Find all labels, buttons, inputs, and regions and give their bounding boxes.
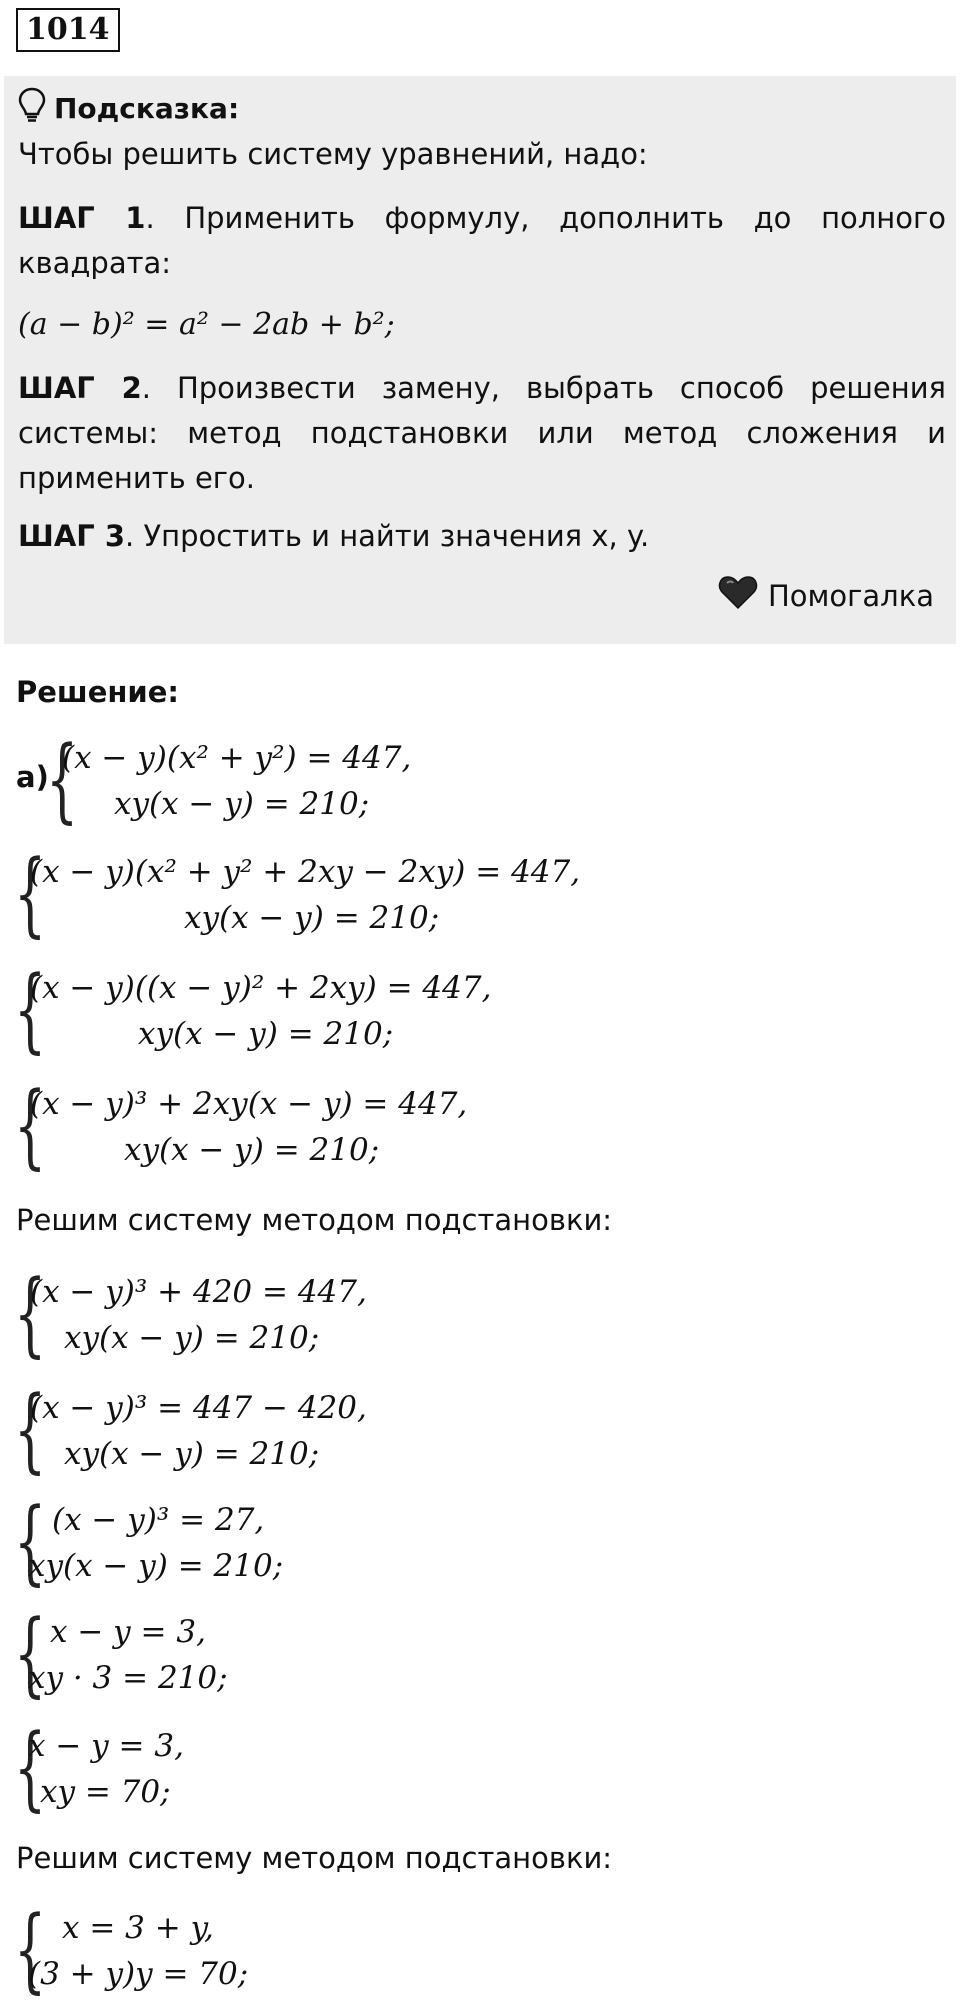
step-1-label: ШАГ 1 [18,201,146,235]
system-9-line-1: x − y = 3, [28,1728,184,1764]
heart-icon [718,574,768,617]
system-brace: { [46,726,79,833]
system-8-line-1: x − y = 3, [50,1614,206,1650]
system-6-line-2: xy(x − y) = 210; [64,1436,320,1472]
system-6-line-1: (x − y)³ = 447 − 420, [30,1390,367,1426]
step-2-label: ШАГ 2 [18,371,142,405]
system-brace: { [14,1072,47,1179]
solution-title: Решение: [16,675,180,709]
step-2-text: . Произвести замену, выбрать способ решения системы: метод подстановки или метод сложения и применить его. [18,371,946,495]
system-2-line-2: xy(x − y) = 210; [184,900,440,936]
system-brace: { [14,1488,47,1595]
step-3-text: . Упростить и найти значения x, y. [125,519,650,553]
system-5-line-1: (x − y)³ + 420 = 447, [30,1274,367,1310]
hint-title: Подсказка: [54,91,240,125]
system-2-line-1: (x − y)(x² + y² + 2xy − 2xy) = 447, [30,854,581,890]
system-9-line-2: xy = 70; [40,1774,171,1810]
lightbulb-icon [18,87,54,130]
system-brace: { [14,1896,47,2003]
hint-intro: Чтобы решить систему уравнений, надо: [18,137,648,171]
system-brace: { [14,1376,47,1483]
step-1-text: . Применить формулу, дополнить до полного квадрата: [18,201,946,280]
system-5-line-2: xy(x − y) = 210; [64,1320,320,1356]
system-10-line-2: (3 + y)y = 70; [28,1956,249,1992]
hint-step-1 [18,196,946,286]
hint-step-2 [18,366,946,501]
step-3-label: ШАГ 3 [18,519,126,553]
part-label: а) [16,760,49,794]
system-brace: { [14,956,47,1063]
helper-link[interactable] [718,574,934,617]
hint-panel [4,76,956,644]
system-10-line-1: x = 3 + y, [62,1910,214,1946]
system-1-line-1: (x − y)(x² + y²) = 447, [62,740,412,776]
method-text-2: Решим систему методом подстановки: [16,1841,613,1875]
system-8-line-2: xy · 3 = 210; [28,1660,228,1696]
system-brace: { [14,840,47,947]
system-brace: { [14,1260,47,1367]
system-4-line-1: (x − y)³ + 2xy(x − y) = 447, [30,1086,468,1122]
system-4-line-2: xy(x − y) = 210; [124,1132,380,1168]
hint-formula: (a − b)² = a² − 2ab + b²; [18,307,395,342]
method-text-1: Решим систему методом подстановки: [16,1203,613,1237]
system-brace: { [14,1714,47,1821]
system-3-line-1: (x − y)((x − y)² + 2xy) = 447, [30,970,492,1006]
hint-step-3 [18,514,649,559]
system-brace: { [14,1600,47,1707]
system-7-line-2: xy(x − y) = 210; [28,1548,284,1584]
hint-title-row [18,86,239,130]
system-7-line-1: (x − y)³ = 27, [52,1502,265,1538]
task-number: 1014 [16,8,120,52]
helper-label: Помогалка [768,578,934,613]
system-1-line-2: xy(x − y) = 210; [114,786,370,822]
system-3-line-2: xy(x − y) = 210; [138,1016,394,1052]
